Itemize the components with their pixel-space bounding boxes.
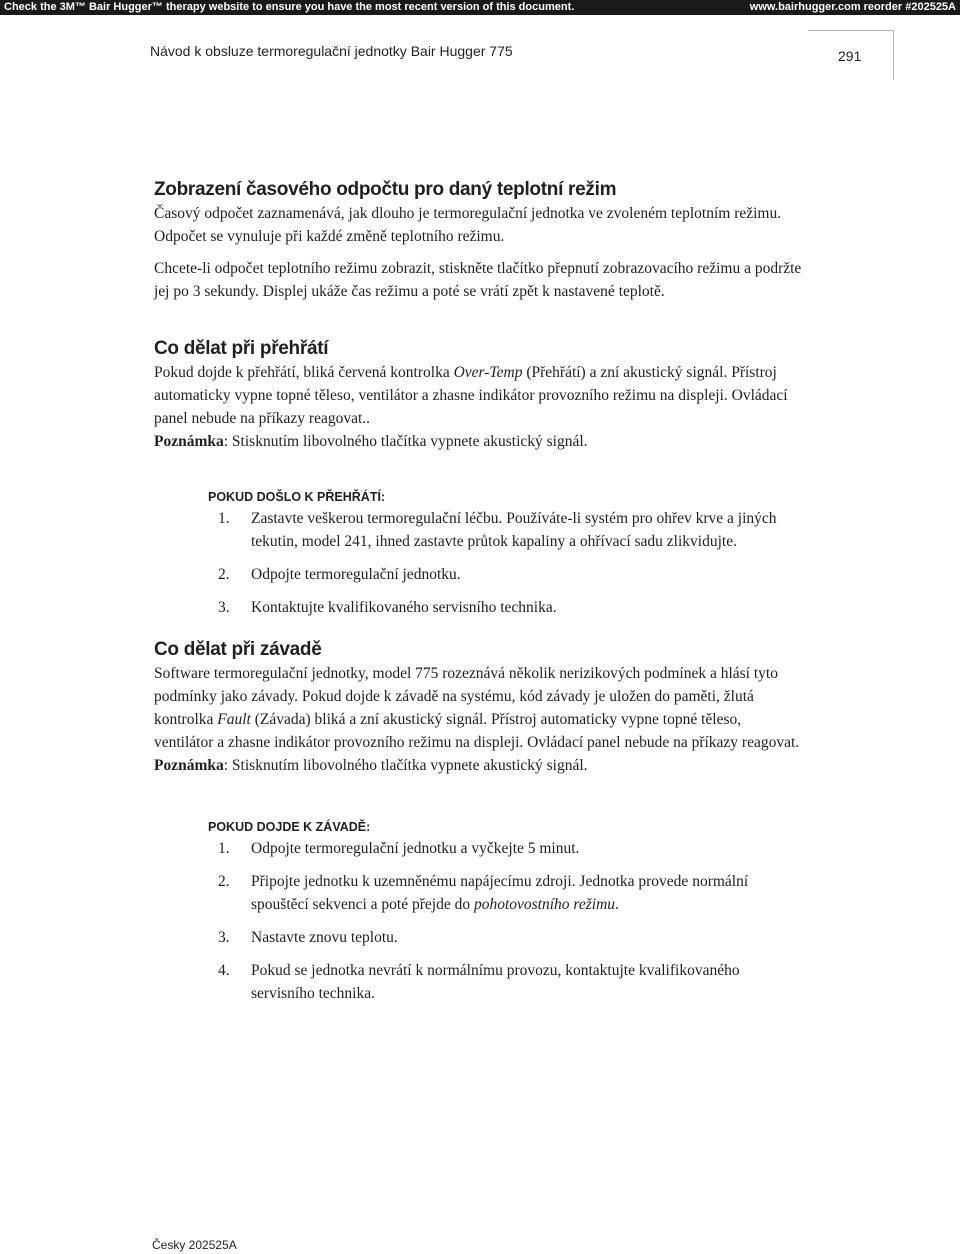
section-heading-countdown: Zobrazení časového odpočtu pro daný teplotní režim (154, 179, 617, 200)
list-item: 2. Připojte jednotku k uzemněnému napájecímu zdroji. Jednotka provede normální spouštěcí sekvenci a poté přejde do pohotovostního režimu. (218, 873, 749, 913)
banner-reorder: www.bairhugger.com reorder #202525A (749, 1, 956, 13)
page-number: 291 (838, 48, 862, 64)
list-item: 1. Zastavte veškerou termoregulační léčbu. Používáte-li systém pro ohřev krve a jiných tekutin, model 241, ihned zastavte průtok kapaliny a ohřívací sadu zlikvidujte. (218, 510, 777, 550)
list-item: 4. Pokud se jednotka nevrátí k normálnímu provozu, kontaktujte kvalifikovaného servisního technika. (218, 962, 740, 1002)
fault-note: Poznámka: Stisknutím libovolného tlačítka vypnete akustický signál. (154, 757, 588, 774)
page-footer: Česky 202525A (152, 1238, 237, 1252)
standby-mode-term: pohotovostního režimu (473, 896, 616, 913)
fault-paragraph: Software termoregulační jednotky, model 775 rozeznává několik nerizikových podmínek a hlásí tyto podmínky jako závady. Pokud dojde k závadě na systému, kód závady je uložen do paměti, žlutá kontrolka Fault (Závada) bliká a zní akustický signál. Přístroj automaticky vypne topné těleso, ventilátor a zhasne indikátor provozního režimu na displeji. Ovládací panel nebude na příkazy reagovat. (154, 665, 800, 751)
document-title: Návod k obsluze termoregulační jednotky Bair Hugger 775 (150, 43, 513, 59)
overheat-steps (154, 507, 804, 619)
over-temp-term: Over-Temp (453, 364, 523, 381)
list-item: 2. Odpojte termoregulační jednotku. (218, 566, 461, 583)
list-item: 3. Nastavte znovu teplotu. (218, 929, 398, 946)
list-item: 3. Kontaktujte kvalifikovaného servisního technika. (218, 599, 557, 616)
note-label: Poznámka (154, 757, 224, 774)
fault-term: Fault (217, 711, 251, 728)
countdown-paragraph-1: Časový odpočet zaznamenává, jak dlouho je termoregulační jednotka ve zvoleném teplotním režimu. Odpočet se vynuluje při každé změně teplotního režimu. (154, 205, 782, 245)
banner-notice: Check the 3M™ Bair Hugger™ therapy website to ensure you have the most recent version of this document. (4, 1, 575, 13)
overheat-note: Poznámka: Stisknutím libovolného tlačítka vypnete akustický signál. (154, 433, 588, 450)
fault-steps (154, 837, 804, 1005)
section-heading-overheat: Co dělat při přehřátí (154, 338, 329, 359)
countdown-paragraph-2: Chcete-li odpočet teplotního režimu zobrazit, stiskněte tlačítko přepnutí zobrazovacího režimu a podržte jej po 3 sekundy. Displej ukáže čas režimu a poté se vrátí zpět k nastavené teplotě. (154, 260, 802, 300)
section-heading-fault: Co dělat při závadě (154, 639, 322, 660)
overheat-procedure-heading: POKUD DOŠLO K PŘEHŘÁTÍ: (208, 490, 386, 504)
list-item: 1. Odpojte termoregulační jednotku a vyčkejte 5 minut. (218, 840, 580, 857)
fault-procedure-heading: POKUD DOJDE K ZÁVADĚ: (208, 820, 371, 834)
page-content (154, 178, 804, 1015)
overheat-paragraph: Pokud dojde k přehřátí, bliká červená kontrolka Over-Temp (Přehřátí) a zní akustický signál. Přístroj automaticky vypne topné těleso, ventilátor a zhasne indikátor provozního režimu na displeji. Ovládací panel nebude na příkazy reagovat.. (154, 364, 788, 427)
note-label: Poznámka (154, 433, 224, 450)
version-banner (0, 0, 960, 15)
